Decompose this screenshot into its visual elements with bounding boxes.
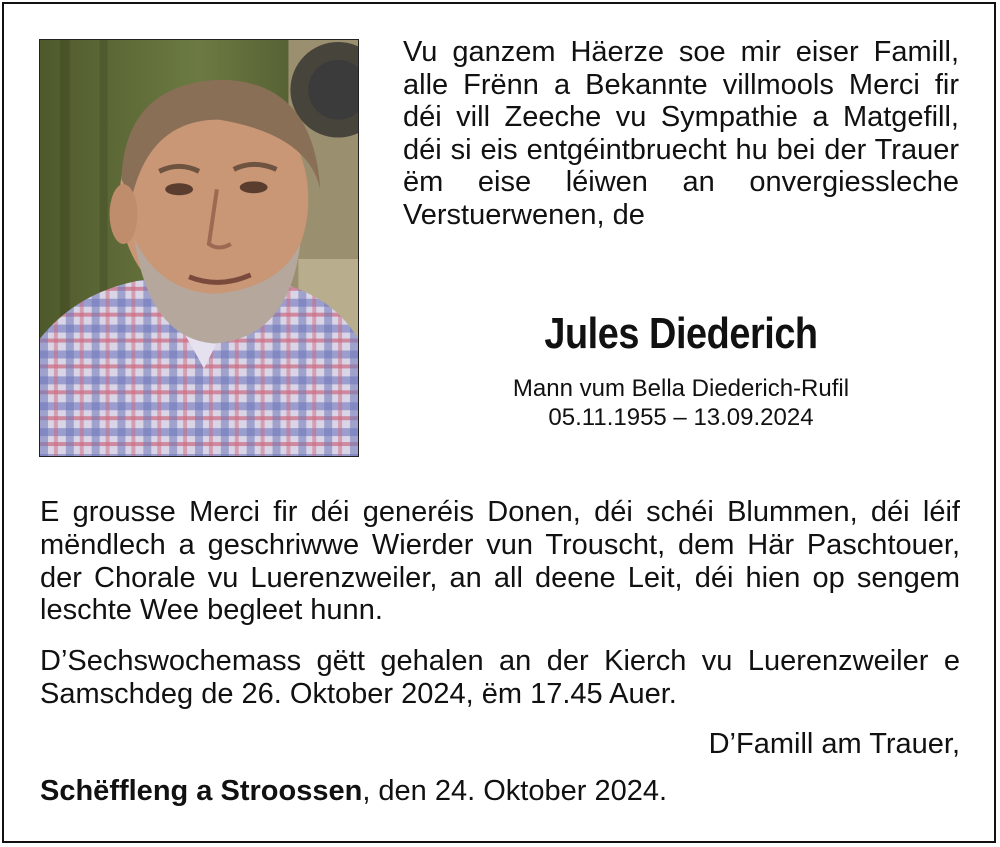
thanks-paragraph: E grousse Merci fir déi generéis Donen, déi schéi Blummen, déi léif mëndlech a geschriwwe Wierder vun Trouscht, dem Här Paschtouer, der Chorale vu Luerenzweiler, an all deene Leit, déi hien op sengem leschte Wee begleet hunn. <box>40 496 960 627</box>
portrait-photo <box>39 39 359 457</box>
closing-date: , den 24. Oktober 2024. <box>362 775 668 807</box>
closing-line <box>40 775 667 808</box>
spouse-line: Mann vum Bella Diederich-Rufil <box>512 375 850 402</box>
mass-announcement: D’Sechswochemass gëtt gehalen an der Kierch vu Luerenzweiler e Samschdeg de 26. Oktober 2024, ëm 17.45 Auer. <box>40 645 960 710</box>
deceased-name: Jules Diederich <box>544 309 818 358</box>
life-dates: 05.11.1955 – 13.09.2024 <box>548 404 814 431</box>
closing-place: Schëffleng a Stroossen <box>40 775 363 807</box>
intro-text: Vu ganzem Häerze soe mir eiser Famill, alle Frënn a Bekannte villmools Merci fir déi vill Zeeche vu Sympathie a Matgefill, déi si eis entgéintbruecht hu bei der Trauer ëm eise léiwen an onvergiessleche Verstuerwenen, de <box>403 36 959 231</box>
portrait-image <box>40 40 358 456</box>
family-signature: D’Famill am Trauer, <box>708 728 960 760</box>
